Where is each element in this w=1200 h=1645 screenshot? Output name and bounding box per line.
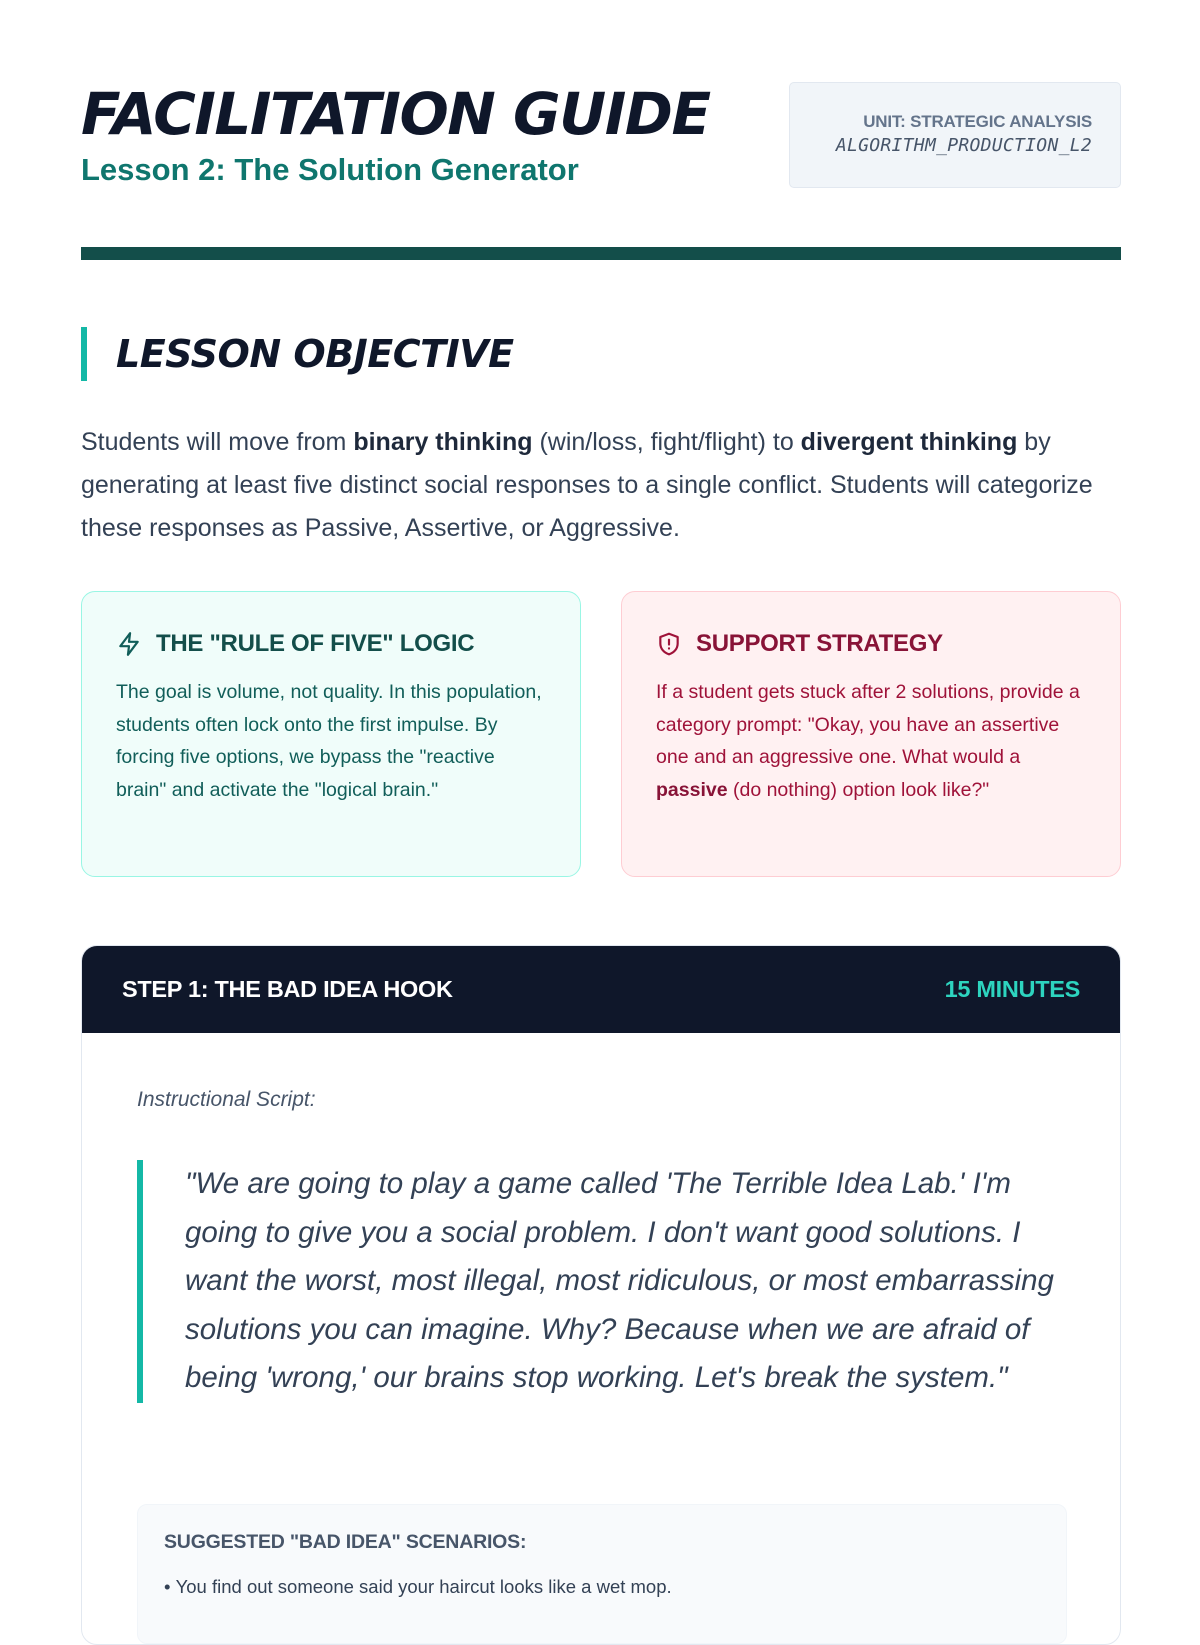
objective-bold-binary: binary thinking bbox=[353, 428, 533, 456]
scenarios-list bbox=[164, 1576, 1040, 1598]
unit-label: UNIT: STRATEGIC ANALYSIS bbox=[863, 112, 1092, 131]
step-1-duration: 15 MINUTES bbox=[944, 976, 1080, 1002]
unit-code: ALGORITHM_PRODUCTION_L2 bbox=[835, 135, 1092, 156]
step-1-title: STEP 1: THE BAD IDEA HOOK bbox=[122, 976, 453, 1002]
rule-of-five-body: The goal is volume, not quality. In this population, students often lock onto the first impulse. By forcing five options, we bypass the "reactive brain" and activate the "logical brain." bbox=[116, 681, 542, 801]
objective-bold-divergent: divergent thinking bbox=[800, 428, 1018, 456]
list-item: • You find out someone said your haircut looks like a wet mop. bbox=[164, 1576, 1040, 1598]
step-1-section bbox=[81, 945, 1121, 1645]
support-strategy-card bbox=[621, 591, 1121, 877]
script-label: Instructional Script: bbox=[137, 1088, 316, 1111]
support-strategy-title: SUPPORT STRATEGY bbox=[696, 630, 943, 657]
support-bold-passive: passive bbox=[656, 778, 728, 801]
scenarios-box bbox=[137, 1504, 1067, 1644]
rule-of-five-card-header bbox=[116, 626, 546, 662]
lesson-subtitle: Lesson 2: The Solution Generator bbox=[81, 152, 579, 187]
objective-text-part: (win/loss, fight/flight) to bbox=[532, 428, 801, 456]
objective-title: LESSON OBJECTIVE bbox=[116, 332, 514, 376]
objective-text-part: by generating at least five distinct social responses to a single conflict. Students will categorize these responses as Passive, Assertive, or Aggressive. bbox=[81, 428, 1093, 542]
rule-of-five-card bbox=[81, 591, 581, 877]
guide-header bbox=[81, 82, 1121, 192]
instructional-quote: "We are going to play a game called 'The Terrible Idea Lab.' I'm going to give you a social problem. I don't want good solutions. I want the worst, most illegal, most ridiculous, or most embarrassing solutions you can imagine. Why? Because when we are afraid of being 'wrong,' our brains stop working. Let's break the system." bbox=[137, 1160, 1067, 1403]
support-text-part: If a student gets stuck after 2 solutions, provide a category prompt: "Okay, you have an assertive one and an aggressive one. What would a bbox=[656, 681, 1080, 768]
shield-icon bbox=[656, 631, 682, 657]
scenarios-title: SUGGESTED "BAD IDEA" SCENARIOS: bbox=[164, 1531, 527, 1553]
header-divider bbox=[81, 247, 1121, 260]
page-title: FACILITATION GUIDE bbox=[81, 80, 710, 148]
support-strategy-body bbox=[656, 676, 1086, 806]
objective-text bbox=[81, 421, 1121, 550]
unit-badge bbox=[789, 82, 1121, 188]
objective-text-part: Students will move from bbox=[81, 428, 354, 456]
objective-accent-bar bbox=[81, 327, 87, 381]
step-1-header bbox=[82, 946, 1120, 1033]
support-text-part: (do nothing) option look like?" bbox=[727, 778, 990, 801]
lightning-icon bbox=[116, 631, 142, 657]
support-strategy-card-header bbox=[656, 626, 1086, 662]
rule-of-five-title: THE "RULE OF FIVE" LOGIC bbox=[156, 630, 475, 657]
